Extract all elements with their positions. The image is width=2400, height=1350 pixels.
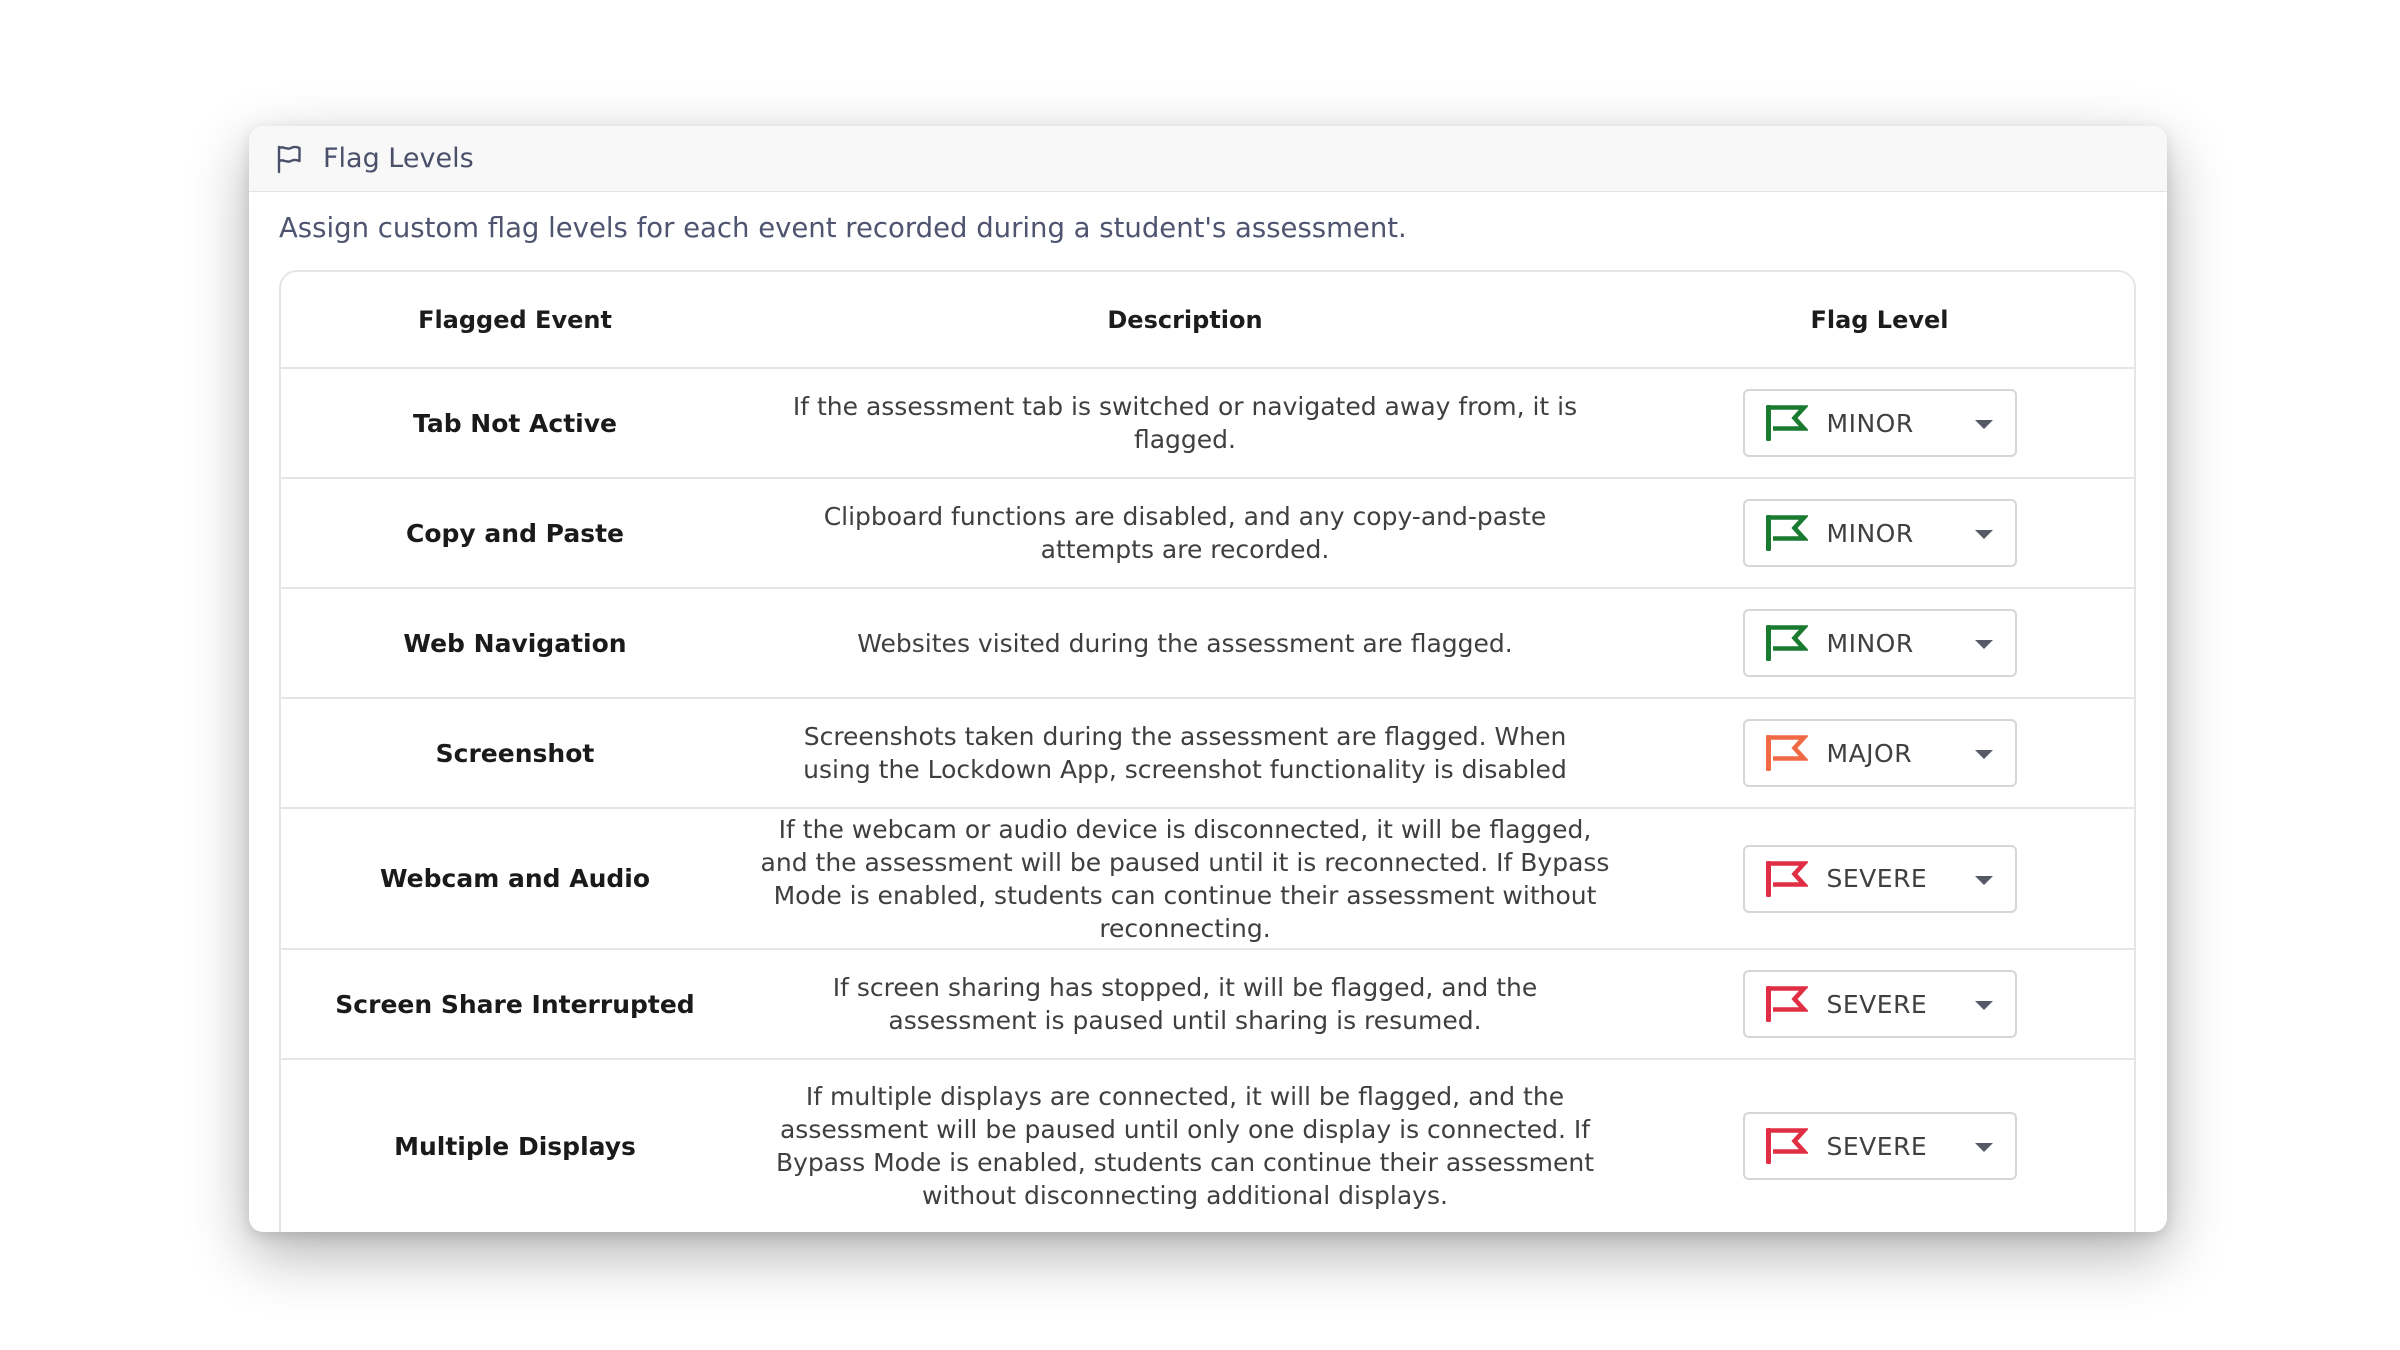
flag-level-select[interactable] <box>1743 845 2017 913</box>
flag-level-select[interactable] <box>1743 499 2017 567</box>
panel-title: Flag Levels <box>323 143 474 174</box>
caret-down-icon <box>1975 1001 1993 1010</box>
event-name: Webcam and Audio <box>379 864 651 893</box>
flag-icon <box>1764 984 1808 1024</box>
flag-icon <box>1764 859 1808 899</box>
table-row <box>281 950 2134 1060</box>
flag-level-value: MINOR <box>1826 628 1914 658</box>
event-description: If multiple displays are connected, it will be flagged, and the assessment will be paused until only one display is connected. If Bypass Mode is enabled, students can continue their assessment without disconnecting additional displays. <box>775 1082 1595 1210</box>
event-description: If screen sharing has stopped, it will be flagged, and the assessment is paused until sharing is resumed. <box>832 973 1538 1035</box>
flag-level-select[interactable] <box>1743 970 2017 1038</box>
flag-icon <box>1764 1126 1808 1166</box>
flag-icon <box>1764 513 1808 553</box>
table-row <box>281 809 2134 950</box>
event-name: Screen Share Interrupted <box>335 989 695 1019</box>
flag-level-value: MINOR <box>1826 518 1914 548</box>
event-description: If the webcam or audio device is disconnected, it will be flagged, and the assessment will be paused until it is reconnected. If Bypass Mode is enabled, students can continue their assessment without reconnecting. <box>760 814 1610 943</box>
table-row <box>281 369 2134 479</box>
caret-down-icon <box>1975 530 1993 539</box>
flag-level-select[interactable] <box>1743 389 2017 457</box>
flag-icon <box>1764 403 1808 443</box>
flag-level-value: SEVERE <box>1826 864 1928 893</box>
panel-subtitle: Assign custom flag levels for each event recorded during a student's assessment. <box>279 212 1407 244</box>
event-description: Websites visited during the assessment are flagged. <box>857 628 1513 658</box>
flag-level-select[interactable] <box>1743 609 2017 677</box>
flag-level-value: MAJOR <box>1826 738 1913 768</box>
event-name: Multiple Displays <box>394 1131 636 1161</box>
caret-down-icon <box>1975 876 1993 885</box>
flag-levels-table <box>279 270 2136 1232</box>
event-description: Clipboard functions are disabled, and any copy-and-paste attempts are recorded. <box>823 502 1547 564</box>
table-row <box>281 1060 2134 1232</box>
event-name: Web Navigation <box>403 628 627 658</box>
event-description: Screenshots taken during the assessment are flagged. When using the Lockdown App, screenshot functionality is disabled <box>803 722 1567 784</box>
header-flag-level: Flag Level <box>1810 305 1949 334</box>
event-name: Screenshot <box>435 738 595 768</box>
event-name: Copy and Paste <box>406 518 624 548</box>
flag-icon <box>1764 623 1808 663</box>
table-row <box>281 589 2134 699</box>
caret-down-icon <box>1975 420 1993 429</box>
flag-level-value: SEVERE <box>1826 1131 1928 1161</box>
table-row <box>281 479 2134 589</box>
table-row <box>281 699 2134 809</box>
flag-level-select[interactable] <box>1743 1112 2017 1180</box>
flag-levels-panel <box>249 126 2167 1232</box>
header-description: Description <box>1107 305 1263 334</box>
flag-level-value: MINOR <box>1826 408 1914 438</box>
caret-down-icon <box>1975 1143 1993 1152</box>
event-description: If the assessment tab is switched or navigated away from, it is flagged. <box>792 392 1578 454</box>
header-flagged-event: Flagged Event <box>418 305 612 334</box>
flag-outline-icon <box>274 144 304 174</box>
table-header-row <box>281 272 2134 369</box>
event-name: Tab Not Active <box>413 408 617 438</box>
flag-icon <box>1764 733 1808 773</box>
panel-header <box>249 126 2167 192</box>
caret-down-icon <box>1975 640 1993 649</box>
flag-level-value: SEVERE <box>1826 989 1928 1019</box>
caret-down-icon <box>1975 750 1993 759</box>
flag-level-select[interactable] <box>1743 719 2017 787</box>
